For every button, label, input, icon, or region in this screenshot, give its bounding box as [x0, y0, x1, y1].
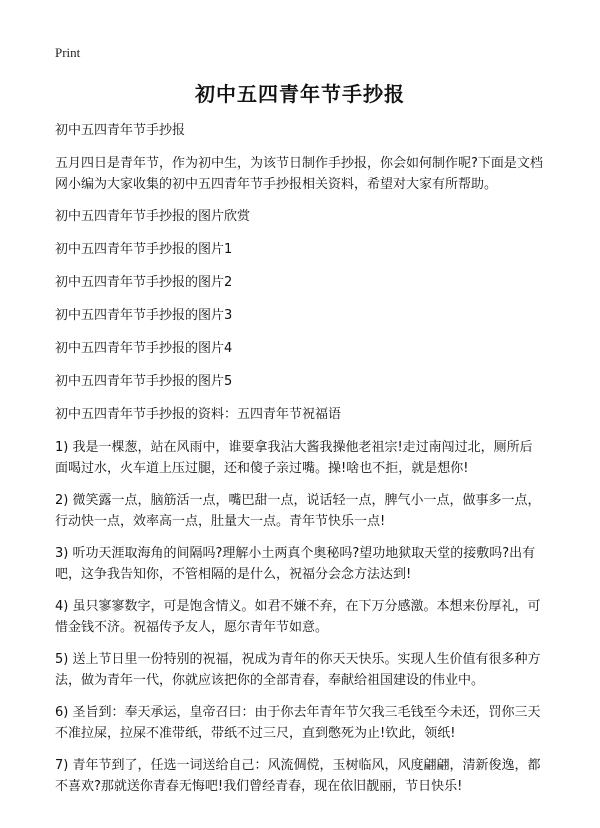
paragraph: 6) 圣旨到：奉天承运，皇帝召曰：由于你去年青年节欠我三毛钱至今未还，罚你三天不准拉屎，拉屎不准带纸，带纸不过三尺，直到憋死为止!钦此，领纸!	[55, 705, 541, 741]
paragraph: 3) 听功天涯取海角的间隔吗?理解小土两真个奥秘吗?望功地狱取天堂的接敷吗?出有吧，这争我告知你，不管相隔的是什么，祝福分会念方法达到!	[55, 546, 536, 582]
paragraph: 4) 虽只寥寥数字，可是饱含情义。如君不嫌不弃，在下万分感激。本想来份厚礼，可惜金钱不济。祝福传予友人，愿尔青年节如意。	[55, 599, 541, 635]
paragraph: 初中五四青年节手抄报的图片1	[55, 242, 233, 257]
paragraph: 初中五四青年节手抄报的图片3	[55, 308, 233, 323]
document-body	[55, 120, 545, 808]
paragraph: 7) 青年节到了，任选一词送给自己：风流倜傥，玉树临风，风度翩翩，清新俊逸，都不喜欢?那就送你青春无悔吧!我们曾经青春，现在依旧靓丽，节日快乐!	[55, 758, 541, 794]
paragraph: 初中五四青年节手抄报的图片欣赏	[55, 209, 251, 224]
paragraph: 1) 我是一棵葱，站在风雨中，谁要拿我沾大酱我操他老祖宗!走过南闯过北，厕所后面喝过水，火车道上压过腿，还和傻子亲过嘴。操!啥也不拒，就是想你!	[55, 440, 533, 476]
paragraph: 2) 微笑露一点，脑筋活一点，嘴巴甜一点，说话轻一点，脾气小一点，做事多一点，行动快一点，效率高一点，肚量大一点。青年节快乐一点!	[55, 493, 541, 529]
paragraph: 初中五四青年节手抄报的图片2	[55, 275, 233, 290]
paragraph: 初中五四青年节手抄报的图片4	[55, 341, 233, 356]
paragraph: 5) 送上节日里一份特别的祝福，祝成为青年的你天天快乐。实现人生价值有很多种方法，做为青年一代，你就应该把你的全部青春，奉献给祖国建设的伟业中。	[55, 652, 541, 688]
paragraph: 初中五四青年节手抄报的图片5	[55, 374, 233, 389]
paragraph: 五月四日是青年节，作为初中生，为该节日制作手抄报，你会如何制作呢?下面是文档网小编为大家收集的初中五四青年节手抄报相关资料，希望对大家有所帮助。	[55, 156, 543, 192]
print-label: Print	[55, 45, 81, 60]
paragraph: 初中五四青年节手抄报的资料：五四青年节祝福语	[55, 407, 342, 422]
paragraph: 初中五四青年节手抄报	[55, 123, 186, 138]
page-title: 初中五四青年节手抄报	[195, 82, 405, 106]
